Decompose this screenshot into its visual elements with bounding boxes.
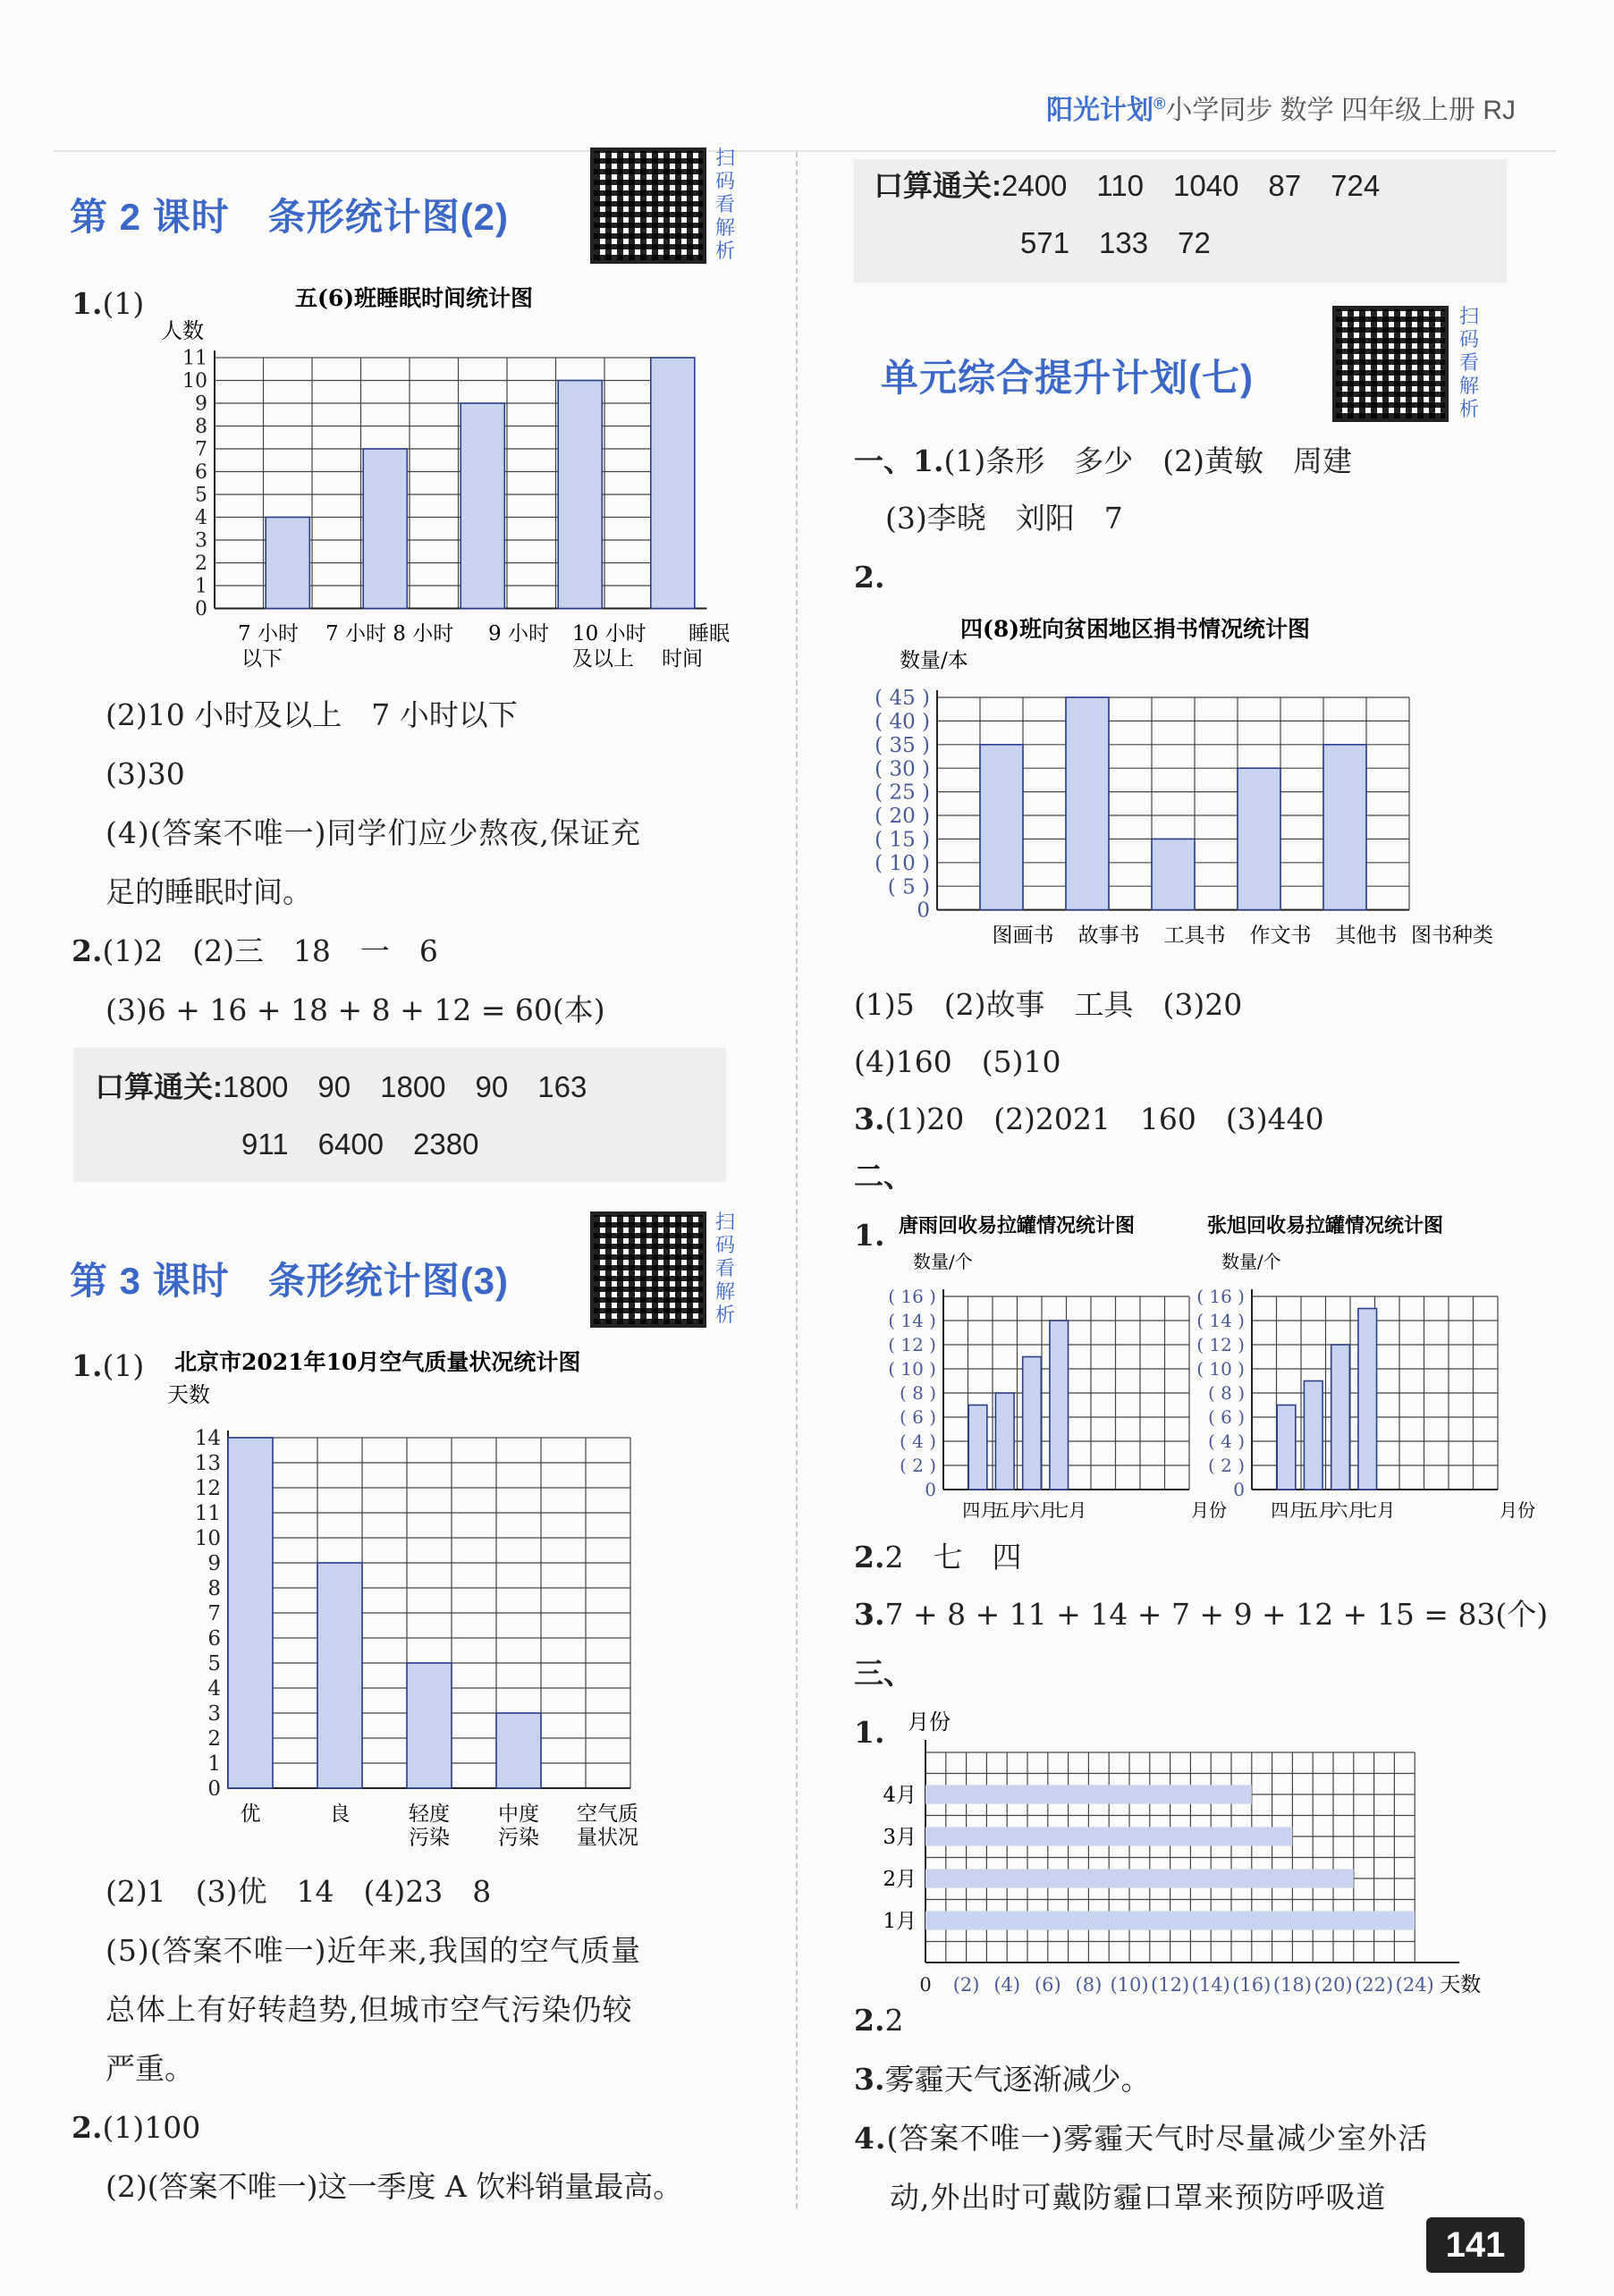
answer-line: (3)6 + 16 + 18 + 8 + 12 = 60(本) [106,992,605,1027]
bar [496,1713,541,1788]
answer-line: (1)2 (2)三 18 一 6 [102,933,438,968]
x-tick-label: (24) [1395,1974,1434,1996]
answer-line: (1)5 (2)故事 工具 (3)20 [854,987,1243,1022]
y-tick-label: ( 25 ) [875,781,930,805]
bar [317,1563,362,1788]
x-tick-label: 中度 [498,1802,539,1826]
y-tick-label: ( 35 ) [875,733,930,757]
question-number: 2. [72,2110,103,2145]
y-tick-label: 11 [194,1502,221,1526]
x-tick-label: 以下 [241,647,283,671]
answer-line: 严重。 [106,2051,194,2086]
x-tick-label: 10 小时 [572,622,646,646]
y-tick-label: ( 45 ) [875,687,930,711]
y-tick-label: 10 [194,1527,221,1551]
y-tick-label: 12 [194,1477,221,1501]
bar [266,518,309,609]
mental-math-label: 口算通关: [874,169,1001,202]
y-tick-label: 9 [207,1552,221,1576]
mental-math-answers: 571 133 72 [1020,226,1211,259]
qr-code-icon[interactable] [1332,306,1449,422]
y-tick-label: 14 [194,1427,221,1451]
answer-line: (4)160 (5)10 [854,1044,1061,1079]
question-number: 3. [854,1597,885,1632]
y-tick-label: 8 [207,1577,221,1601]
y-tick-label: ( 6 ) [899,1406,936,1428]
x-tick-label: 轻度 [409,1802,450,1826]
category-label: 1月 [883,1910,917,1933]
lesson2-title: 第 2 课时 条形统计图(2) [70,196,510,238]
y-tick-label: ( 2 ) [1207,1455,1245,1476]
page-number: 141 [1426,2217,1525,2273]
answer-line: (答案不唯一)雾霾天气时尽量减少室外活 [886,2121,1429,2156]
x-tick-label: 七月 [1359,1499,1396,1521]
y-tick-label: 4 [207,1677,221,1701]
x-tick-label: (14) [1191,1974,1230,1996]
x-tick-label: 0 [919,1974,932,1996]
chart-title: 五(6)班睡眠时间统计图 [295,285,534,311]
x-tick-label: 优 [240,1802,261,1826]
scan-label: 扫码看解析 [715,1211,736,1327]
question-number: 1. [72,1348,103,1383]
y-tick-label: 8 [195,416,207,439]
mental-math-box [73,1048,726,1182]
tangyu-chart [881,1207,1227,1529]
y-tick-label: ( 15 ) [875,828,930,852]
x-tick-label: (18) [1272,1974,1312,1996]
unit-title: 单元综合提升计划(七) [881,357,1254,399]
question-number: 4. [854,2121,887,2156]
y-tick-label: ( 4 ) [1207,1431,1245,1452]
x-tick-label: (12) [1151,1974,1190,1996]
question-number: 1. [854,1715,885,1750]
mental-math-answers: 2400 110 1040 87 724 [1001,169,1381,202]
y-tick-label: 0 [1233,1479,1245,1500]
y-tick-label: ( 16 ) [888,1286,936,1307]
y-tick-label: ( 12 ) [888,1334,936,1355]
bar [1066,697,1109,910]
x-tick-label: 五月 [1300,1499,1337,1521]
x-tick-labels [962,1499,1227,1521]
answer-line: (1)条形 多少 (2)黄敏 周建 [943,443,1352,478]
y-tick-label: 3 [207,1702,221,1726]
x-axis-label: 睡眠 [689,622,730,646]
bar [1152,839,1195,909]
section-heading: 三、 [854,1656,913,1691]
x-tick-labels [1271,1499,1535,1521]
answer-line: (2)(答案不唯一)这一季度 A 饮料销量最高。 [106,2169,683,2204]
x-tick-label: 及以上 [572,647,634,671]
y-axis-label: 数量/个 [1221,1251,1281,1272]
y-tick-labels [1196,1286,1245,1500]
x-tick-labels [241,1802,639,1849]
brand-name: 阳光计划 [1046,96,1154,125]
scan-label: 扫码看解析 [1459,306,1480,421]
y-tick-label: 0 [207,1777,221,1802]
x-tick-label: 七月 [1051,1499,1087,1521]
bar [363,449,407,609]
answer-line: (2)1 (3)优 14 (4)23 8 [106,1874,492,1909]
answer-line: (3)李晓 刘阳 7 [885,501,1123,536]
answer-line: 2 [884,2003,904,2038]
x-tick-label: 7 小时 8 小时 [325,622,454,646]
bar [1023,1357,1042,1490]
category-label: 4月 [883,1784,917,1807]
category-label: 3月 [883,1826,917,1849]
y-tick-labels [888,1286,936,1500]
bar-group [968,1321,1068,1490]
x-tick-labels [993,924,1494,948]
x-tick-label: 六月 [1330,1499,1366,1521]
mental-math-answers: 911 6400 2380 [241,1127,479,1161]
y-tick-label: 2 [195,553,207,576]
y-tick-label: ( 10 ) [875,851,930,875]
bar [1050,1321,1069,1490]
y-tick-label: ( 10 ) [1196,1358,1245,1380]
sub-label: (1) [102,286,145,321]
x-tick-label: 作文书 [1249,924,1312,948]
x-tick-label: 污染 [498,1826,539,1850]
registered-mark: ® [1153,95,1166,113]
y-axis-label: 人数 [161,318,204,343]
question-number: 一、1. [854,443,944,478]
sub-label: (1) [102,1348,145,1383]
answer-line: 7 + 8 + 11 + 14 + 7 + 9 + 12 + 15 = 83(个) [884,1597,1549,1632]
x-axis-label: 时间 [662,647,703,671]
y-tick-label: 6 [195,461,207,485]
y-tick-label: ( 30 ) [875,757,930,781]
scan-label: 扫码看解析 [715,148,736,263]
bar [968,1405,987,1490]
column-divider [796,152,798,2208]
y-tick-label: ( 4 ) [899,1431,936,1452]
y-tick-label: ( 10 ) [888,1358,936,1380]
answer-line: 足的睡眠时间。 [106,874,312,909]
chart-title: 唐雨回收易拉罐情况统计图 [899,1214,1136,1237]
bar-group [1277,1309,1376,1490]
x-tick-label: 污染 [409,1826,450,1850]
x-tick-label: 其他书 [1335,924,1398,948]
y-axis-label: 数量/个 [913,1251,973,1272]
x-tick-label: 图画书 [992,924,1054,948]
chart-title: 张旭回收易拉罐情况统计图 [1207,1214,1444,1237]
x-tick-label: (22) [1355,1974,1394,1996]
answer-line: (1)100 [102,2110,201,2145]
x-tick-label: 良 [329,1802,351,1826]
mental-math-label: 口算通关: [95,1070,223,1103]
y-tick-label: 7 [207,1602,221,1626]
answer-line: (1)20 (2)2021 160 (3)440 [884,1102,1324,1136]
mental-math-answers: 1800 90 1800 90 163 [223,1070,587,1103]
qr-code-icon[interactable] [590,1211,706,1328]
smog-chart [881,1699,1525,1994]
question-number: 1. [72,286,103,321]
y-tick-label: ( 8 ) [899,1382,936,1404]
answer-line: 雾霾天气逐渐减少。 [884,2062,1151,2097]
bar [1323,745,1366,910]
bar [925,1785,1252,1803]
y-tick-label: 7 [195,438,207,461]
y-tick-label: ( 12 ) [1196,1334,1245,1355]
answer-line: 动,外出时可戴防霾口罩来预防呼吸道 [890,2180,1387,2215]
x-axis-label: 月份 [1191,1499,1227,1521]
y-tick-labels [195,1427,221,1801]
sleep-chart [152,277,760,680]
y-tick-label: 0 [925,1479,936,1500]
y-tick-label: 3 [195,529,207,553]
y-tick-label: 10 [182,370,207,393]
x-tick-label: (4) [993,1974,1021,1996]
answer-line: (2)10 小时及以上 7 小时以下 [106,697,518,732]
bar [925,1869,1354,1887]
bar [1331,1345,1350,1490]
x-tick-label: (8) [1075,1974,1103,1996]
question-number: 2. [72,933,103,968]
question-number: 1. [854,1218,885,1253]
y-tick-label: 0 [917,899,930,923]
y-tick-label: 1 [195,575,207,598]
y-tick-label: 2 [207,1727,221,1752]
x-tick-label: 9 小时 [488,622,549,646]
y-tick-label: ( 8 ) [1207,1382,1245,1404]
x-tick-label: (6) [1034,1974,1061,1996]
running-header [1046,88,1516,127]
y-axis-label: 天数 [167,1382,210,1407]
bar [980,745,1023,910]
bar [925,1827,1292,1845]
x-tick-labels [238,622,730,671]
header-rule [54,150,1556,152]
bar [1238,768,1280,909]
chart-title: 北京市2021年10月空气质量状况统计图 [174,1349,581,1375]
x-axis-label: 量状况 [577,1826,638,1850]
mental-math-box [854,159,1507,283]
y-axis-label: 数量/本 [900,649,968,672]
bar [407,1663,452,1788]
y-tick-label: 13 [194,1452,221,1476]
question-number: 2. [854,2003,885,2038]
books-chart [849,608,1511,975]
answer-line: (5)(答案不唯一)近年来,我国的空气质量 [106,1933,641,1968]
bar [1358,1309,1377,1490]
x-tick-label: (20) [1314,1974,1353,1996]
x-tick-label: (10) [1110,1974,1149,1996]
question-number: 2. [854,560,885,595]
y-tick-labels [182,348,207,621]
bar-group [980,697,1366,910]
qr-code-icon[interactable] [590,148,706,264]
bar [228,1438,273,1788]
question-number: 3. [854,1102,885,1136]
category-labels [883,1784,917,1933]
book-info: 小学同步 数学 四年级上册 RJ [1165,96,1516,125]
bar [1277,1405,1296,1490]
y-tick-label: 5 [207,1652,221,1676]
x-tick-labels [919,1973,1481,1996]
y-tick-label: 0 [195,598,207,621]
bar [995,1393,1014,1490]
x-axis-label: 空气质 [577,1802,638,1826]
bar [651,358,695,609]
y-tick-label: ( 2 ) [899,1455,936,1476]
x-tick-label: (2) [952,1974,980,1996]
bar [1304,1381,1322,1490]
answer-line: (3)30 [106,756,185,791]
x-axis-label: 月份 [1500,1499,1535,1521]
bar-group [266,358,695,609]
y-tick-label: ( 5 ) [887,875,930,899]
question-number: 2. [854,1540,885,1574]
y-tick-label: ( 6 ) [1207,1406,1245,1428]
bar [558,381,602,609]
answer-line: (4)(答案不唯一)同学们应少熬夜,保证充 [106,815,641,850]
x-tick-label: 四月 [962,1499,999,1521]
y-tick-label: ( 14 ) [888,1310,936,1331]
lesson3-title: 第 3 课时 条形统计图(3) [70,1260,510,1302]
y-tick-label: 5 [195,484,207,507]
answer-line: 2 七 四 [884,1540,1022,1574]
y-tick-label: ( 16 ) [1196,1286,1245,1307]
y-tick-label: 1 [207,1752,221,1777]
answer-line: 总体上有好转趋势,但城市空气污染仍较 [106,1992,633,2027]
air-quality-chart [156,1341,693,1860]
y-tick-label: 4 [195,507,207,530]
section-heading: 二、 [854,1159,913,1194]
y-tick-labels [875,687,930,923]
y-tick-label: ( 40 ) [875,710,930,734]
x-tick-label: 工具书 [1163,924,1226,948]
zhangxu-chart [1189,1207,1535,1529]
y-axis-label: 月份 [908,1709,951,1735]
x-tick-label: 故事书 [1077,924,1140,948]
bar [925,1911,1415,1929]
x-tick-label: 六月 [1021,1499,1058,1521]
y-tick-label: ( 14 ) [1196,1310,1245,1331]
chart-title: 四(8)班向贫困地区捐书情况统计图 [960,616,1311,642]
question-number: 3. [854,2062,885,2097]
x-axis-label: 图书种类 [1411,924,1493,948]
category-label: 2月 [883,1868,917,1891]
bar [461,403,504,609]
x-axis-label: 天数 [1440,1973,1482,1996]
x-tick-label: 四月 [1271,1499,1307,1521]
x-tick-label: 7 小时 [238,622,299,646]
y-tick-label: ( 20 ) [875,805,930,829]
y-tick-label: 6 [207,1627,221,1651]
y-tick-label: 9 [195,393,207,416]
x-tick-label: 五月 [992,1499,1028,1521]
x-tick-label: (16) [1232,1974,1272,1996]
y-tick-label: 11 [182,347,207,370]
